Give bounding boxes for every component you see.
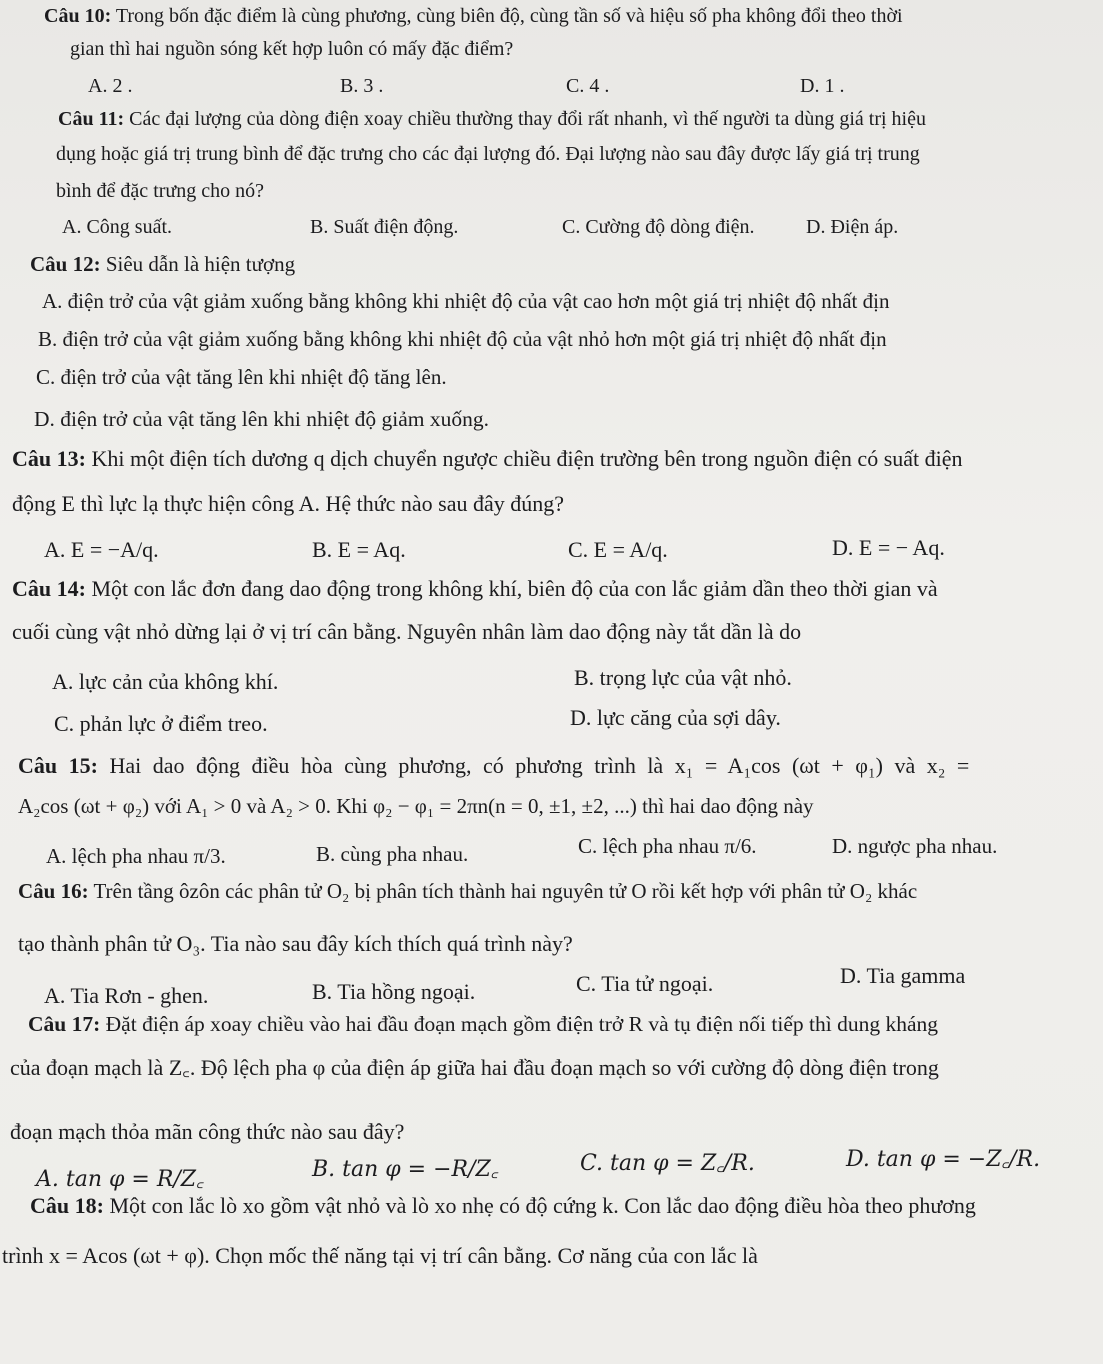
q11-text-1: Các đại lượng của dòng điện xoay chiều thường thay đổi rất nhanh, vì thế người ta dùng giá trị hiệu <box>124 108 926 130</box>
q18-label: Câu 18: <box>30 1193 104 1218</box>
q12-line-1 <box>30 250 1103 278</box>
q17-option-a: A. tan φ = R/Z꜀ <box>36 1167 204 1192</box>
q11-option-b: B. Suất điện động. <box>310 216 459 238</box>
q17-line-2: của đoạn mạch là Z꜀. Độ lệch pha φ của điện áp giữa hai đầu đoạn mạch so với cường độ dòng điện trong <box>10 1055 939 1080</box>
q12-option-b: B. điện trở của vật giảm xuống bằng không khi nhiệt độ của vật nhỏ hơn một giá trị nhiệt độ nhất địn <box>38 327 887 351</box>
q16-text-1: Trên tầng ôzôn các phân tử O₂ bị phân tích thành hai nguyên tử O rồi kết hợp với phân tử O₂ khác <box>88 879 918 903</box>
q16-option-d: D. Tia gamma <box>840 963 966 988</box>
q13-option-c: C. E = A/q. <box>568 537 668 562</box>
q16-line-1 <box>18 877 1103 905</box>
q10-text-1: Trong bốn đặc điểm là cùng phương, cùng biên độ, cùng tần số và hiệu số pha không đổi theo thời <box>111 5 903 27</box>
q14-option-c: C. phản lực ở điểm treo. <box>54 711 268 736</box>
q11-option-c: C. Cường độ dòng điện. <box>562 216 755 238</box>
q17-line-1 <box>28 1010 1103 1038</box>
q13-option-d: D. E = − Aq. <box>832 535 945 560</box>
q14-label: Câu 14: <box>12 576 86 601</box>
q10-option-d: D. 1 . <box>800 75 845 97</box>
q12-text-1: Siêu dẫn là hiện tượng <box>100 252 296 276</box>
q12-label: Câu 12: <box>30 252 101 276</box>
q11-line-1 <box>58 105 1103 133</box>
q13-line-2: động E thì lực lạ thực hiện công A. Hệ thức nào sau đây đúng? <box>12 491 565 516</box>
q16-option-a: A. Tia Rơn - ghen. <box>44 983 209 1008</box>
q15-option-c: C. lệch pha nhau π/6. <box>578 834 757 858</box>
q10-label: Câu 10: <box>44 5 112 27</box>
q10-line-2: gian thì hai nguồn sóng kết hợp luôn có mấy đặc điểm? <box>70 38 514 60</box>
q13-label: Câu 13: <box>12 446 86 471</box>
q15-text-1: Hai dao động điều hòa cùng phương, có phương trình là x₁ = A₁cos (ωt + φ₁) và x₂ = <box>97 753 970 778</box>
q11-line-3: bình để đặc trưng cho nó? <box>56 180 264 202</box>
q14-line-1 <box>12 575 1103 603</box>
q11-label: Câu 11: <box>58 108 125 130</box>
q14-text-1: Một con lắc đơn đang dao động trong không khí, biên độ của con lắc giảm dần theo thời gian và <box>85 576 938 601</box>
q10-option-b: B. 3 . <box>340 75 384 97</box>
q14-option-a: A. lực cản của không khí. <box>52 669 279 694</box>
q15-label: Câu 15: <box>18 753 98 778</box>
q13-line-1 <box>12 445 1103 473</box>
q13-text-1: Khi một điện tích dương q dịch chuyển ngược chiều điện trường bên trong nguồn điện có suất điện <box>85 446 963 471</box>
q16-option-b: B. Tia hồng ngoại. <box>312 979 476 1004</box>
q13-option-a: A. E = −A/q. <box>44 537 159 562</box>
q17-option-c: C. tan φ = Z꜀/R. <box>580 1151 755 1176</box>
q15-line-2: A₂cos (ωt + φ₂) với A₁ > 0 và A₂ > 0. Khi φ₂ − φ₁ = 2πn(n = 0, ±1, ±2, ...) thì hai dao động này <box>18 794 814 818</box>
q17-label: Câu 17: <box>28 1012 101 1036</box>
q10-option-a: A. 2 . <box>88 75 133 97</box>
q10-option-c: C. 4 . <box>566 75 610 97</box>
q15-line-1 <box>18 752 1103 780</box>
q14-option-d: D. lực căng của sợi dây. <box>570 705 781 730</box>
q17-option-d: D. tan φ = −Z꜀/R. <box>846 1147 1041 1172</box>
q18-line-1 <box>30 1192 1103 1220</box>
q13-option-b: B. E = Aq. <box>312 537 406 562</box>
q15-option-b: B. cùng pha nhau. <box>316 842 469 866</box>
q11-option-d: D. Điện áp. <box>806 216 899 238</box>
q11-line-2: dụng hoặc giá trị trung bình để đặc trưng cho các đại lượng đó. Đại lượng nào sau đây được lấy giá trị trung <box>56 143 920 165</box>
q16-line-2: tạo thành phân tử O₃. Tia nào sau đây kích thích quá trình này? <box>18 931 573 956</box>
q11-option-a: A. Công suất. <box>62 216 172 238</box>
q12-option-c: C. điện trở của vật tăng lên khi nhiệt độ tăng lên. <box>36 365 447 389</box>
q10-line-1 <box>44 2 1103 30</box>
q16-label: Câu 16: <box>18 879 89 903</box>
q14-option-b: B. trọng lực của vật nhỏ. <box>574 665 792 690</box>
q17-text-1: Đặt điện áp xoay chiều vào hai đầu đoạn mạch gồm điện trở R và tụ điện nối tiếp thì dung kháng <box>100 1012 939 1036</box>
q16-option-c: C. Tia tử ngoại. <box>576 971 714 996</box>
q12-option-a: A. điện trở của vật giảm xuống bằng không khi nhiệt độ của vật cao hơn một giá trị nhiệt độ nhất địn <box>42 289 890 313</box>
q18-text-1: Một con lắc lò xo gồm vật nhỏ và lò xo nhẹ có độ cứng k. Con lắc dao động điều hòa theo phương <box>103 1193 976 1218</box>
q17-option-b: B. tan φ = −R/Z꜀ <box>312 1157 499 1182</box>
q17-line-3: đoạn mạch thỏa mãn công thức nào sau đây? <box>10 1119 405 1144</box>
q15-option-d: D. ngược pha nhau. <box>832 834 998 858</box>
q14-line-2: cuối cùng vật nhỏ dừng lại ở vị trí cân bằng. Nguyên nhân làm dao động này tắt dần là do <box>12 619 802 644</box>
q15-option-a: A. lệch pha nhau π/3. <box>46 844 226 868</box>
q18-line-2: trình x = Acos (ωt + φ). Chọn mốc thế năng tại vị trí cân bằng. Cơ năng của con lắc là <box>2 1243 758 1268</box>
q12-option-d: D. điện trở của vật tăng lên khi nhiệt độ giảm xuống. <box>34 407 490 431</box>
